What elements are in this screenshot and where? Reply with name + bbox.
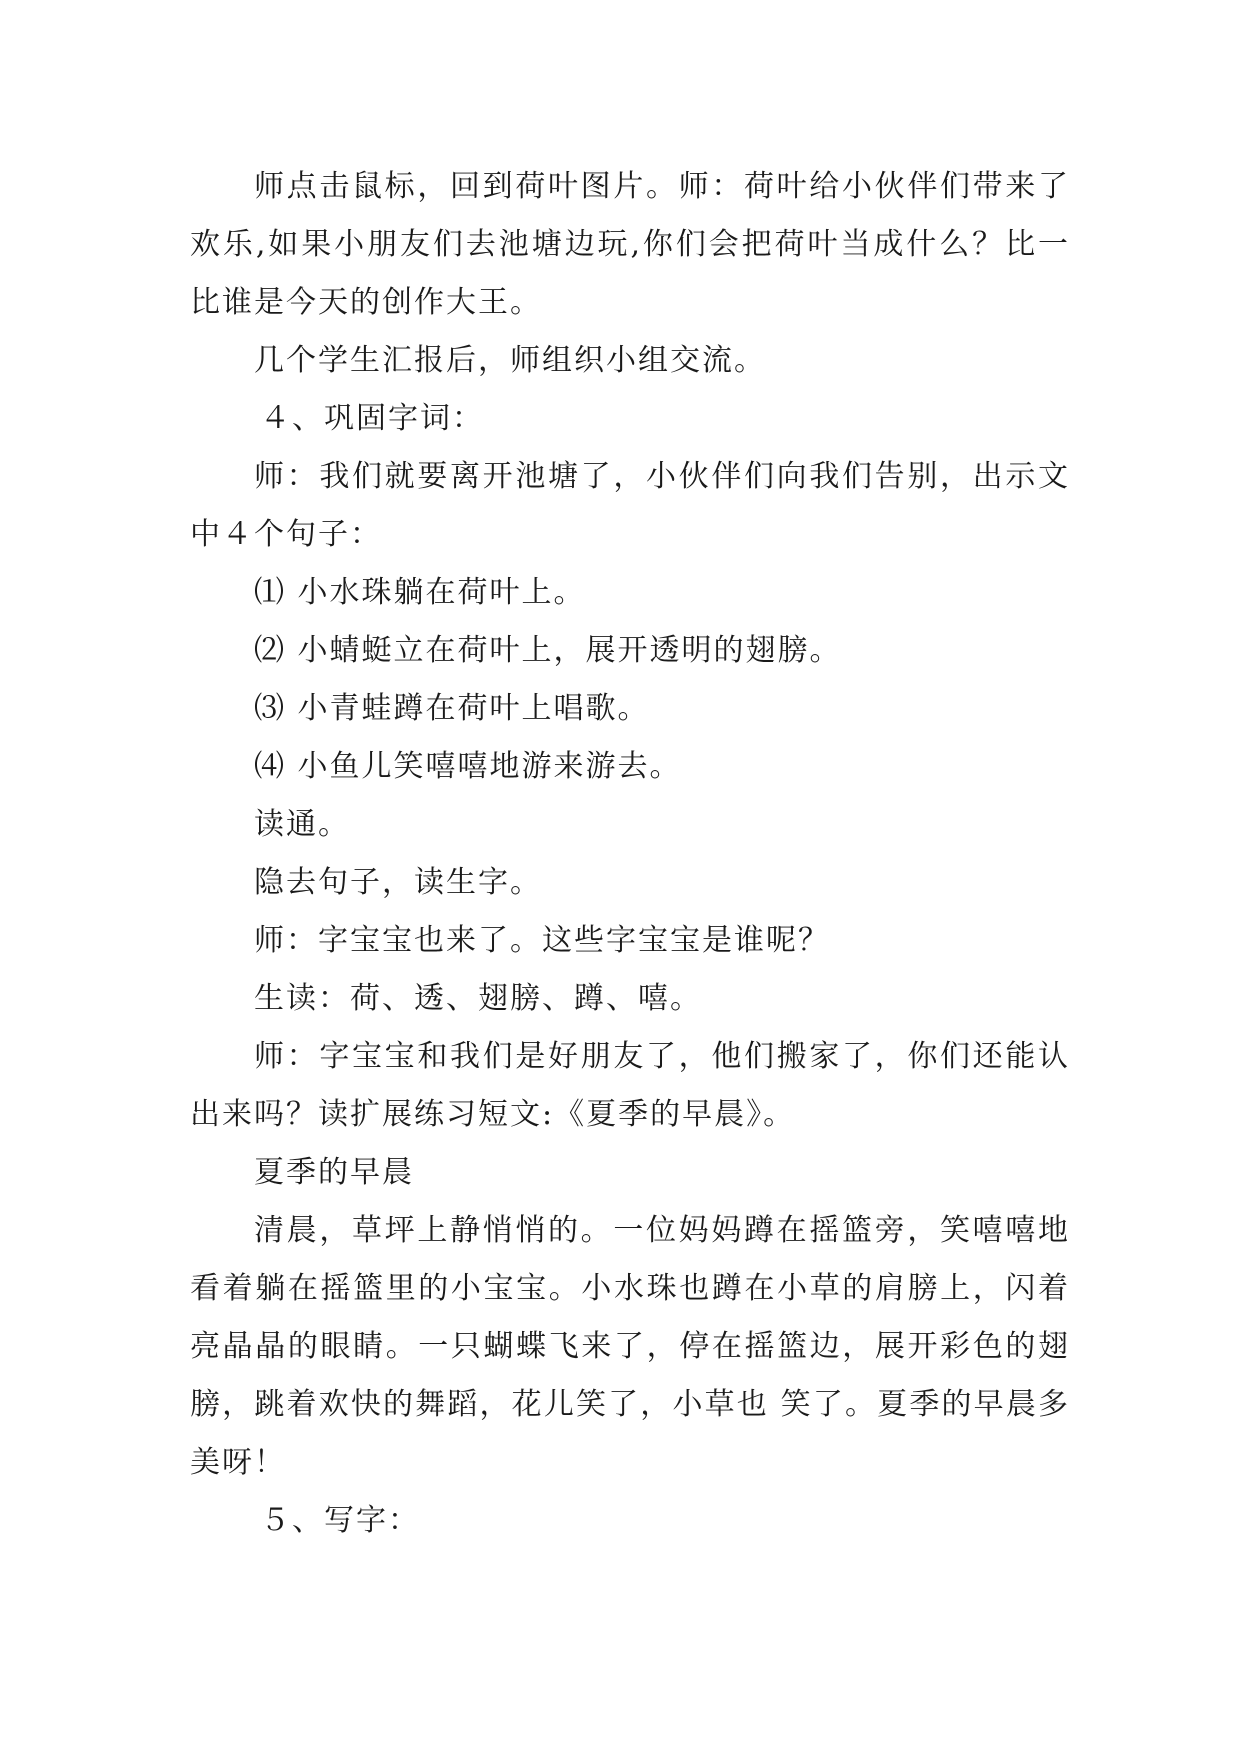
document-body [190,158,1070,1550]
paragraph-word-babies: 师：字宝宝也来了。这些字宝宝是谁呢？ [254,923,830,958]
paragraph-students-report: 几个学生汇报后，师组织小组交流。 [254,343,766,378]
paragraph-read-through: 读通。 [254,807,350,842]
section-heading-writing: ５、写字： [260,1503,420,1538]
paragraph-click-mouse: 师点击鼠标，回到荷叶图片。师：荷叶给小伙伴们带来了欢乐,如果小朋友们去池塘边玩,你们会把荷叶当成什么？比一比谁是今天的创作大王。 [190,169,1070,320]
story-title: 夏季的早晨 [254,1155,414,1190]
section-heading-consolidate: ４、巩固字词： [260,401,484,436]
paragraph-hide-sentences: 隐去句子，读生字。 [254,865,542,900]
paragraph-leaving-pond: 师：我们就要离开池塘了，小伙伴们向我们告别，出示文中４个句子： [190,459,1070,552]
sentence-item-3: ⑶ 小青蛙蹲在荷叶上唱歌。 [254,691,650,726]
sentence-item-4: ⑷ 小鱼儿笑嘻嘻地游来游去。 [254,749,682,784]
sentence-item-1: ⑴ 小水珠躺在荷叶上。 [254,575,586,610]
paragraph-good-friends: 师：字宝宝和我们是好朋友了，他们搬家了，你们还能认出来吗？读扩展练习短文:《夏季的早晨》。 [190,1039,1070,1132]
paragraph-students-read: 生读：荷、透、翅膀、蹲、嘻。 [254,981,702,1016]
sentence-item-2: ⑵ 小蜻蜓立在荷叶上，展开透明的翅膀。 [254,633,842,668]
story-body: 清晨，草坪上静悄悄的。一位妈妈蹲在摇篮旁，笑嘻嘻地看着躺在摇篮里的小宝宝。小水珠也蹲在小草的肩膀上，闪着亮晶晶的眼睛。一只蝴蝶飞来了，停在摇篮边，展开彩色的翅膀，跳着欢快的舞蹈，花儿笑了，小草也 笑了。夏季的早晨多美呀！ [190,1213,1070,1480]
